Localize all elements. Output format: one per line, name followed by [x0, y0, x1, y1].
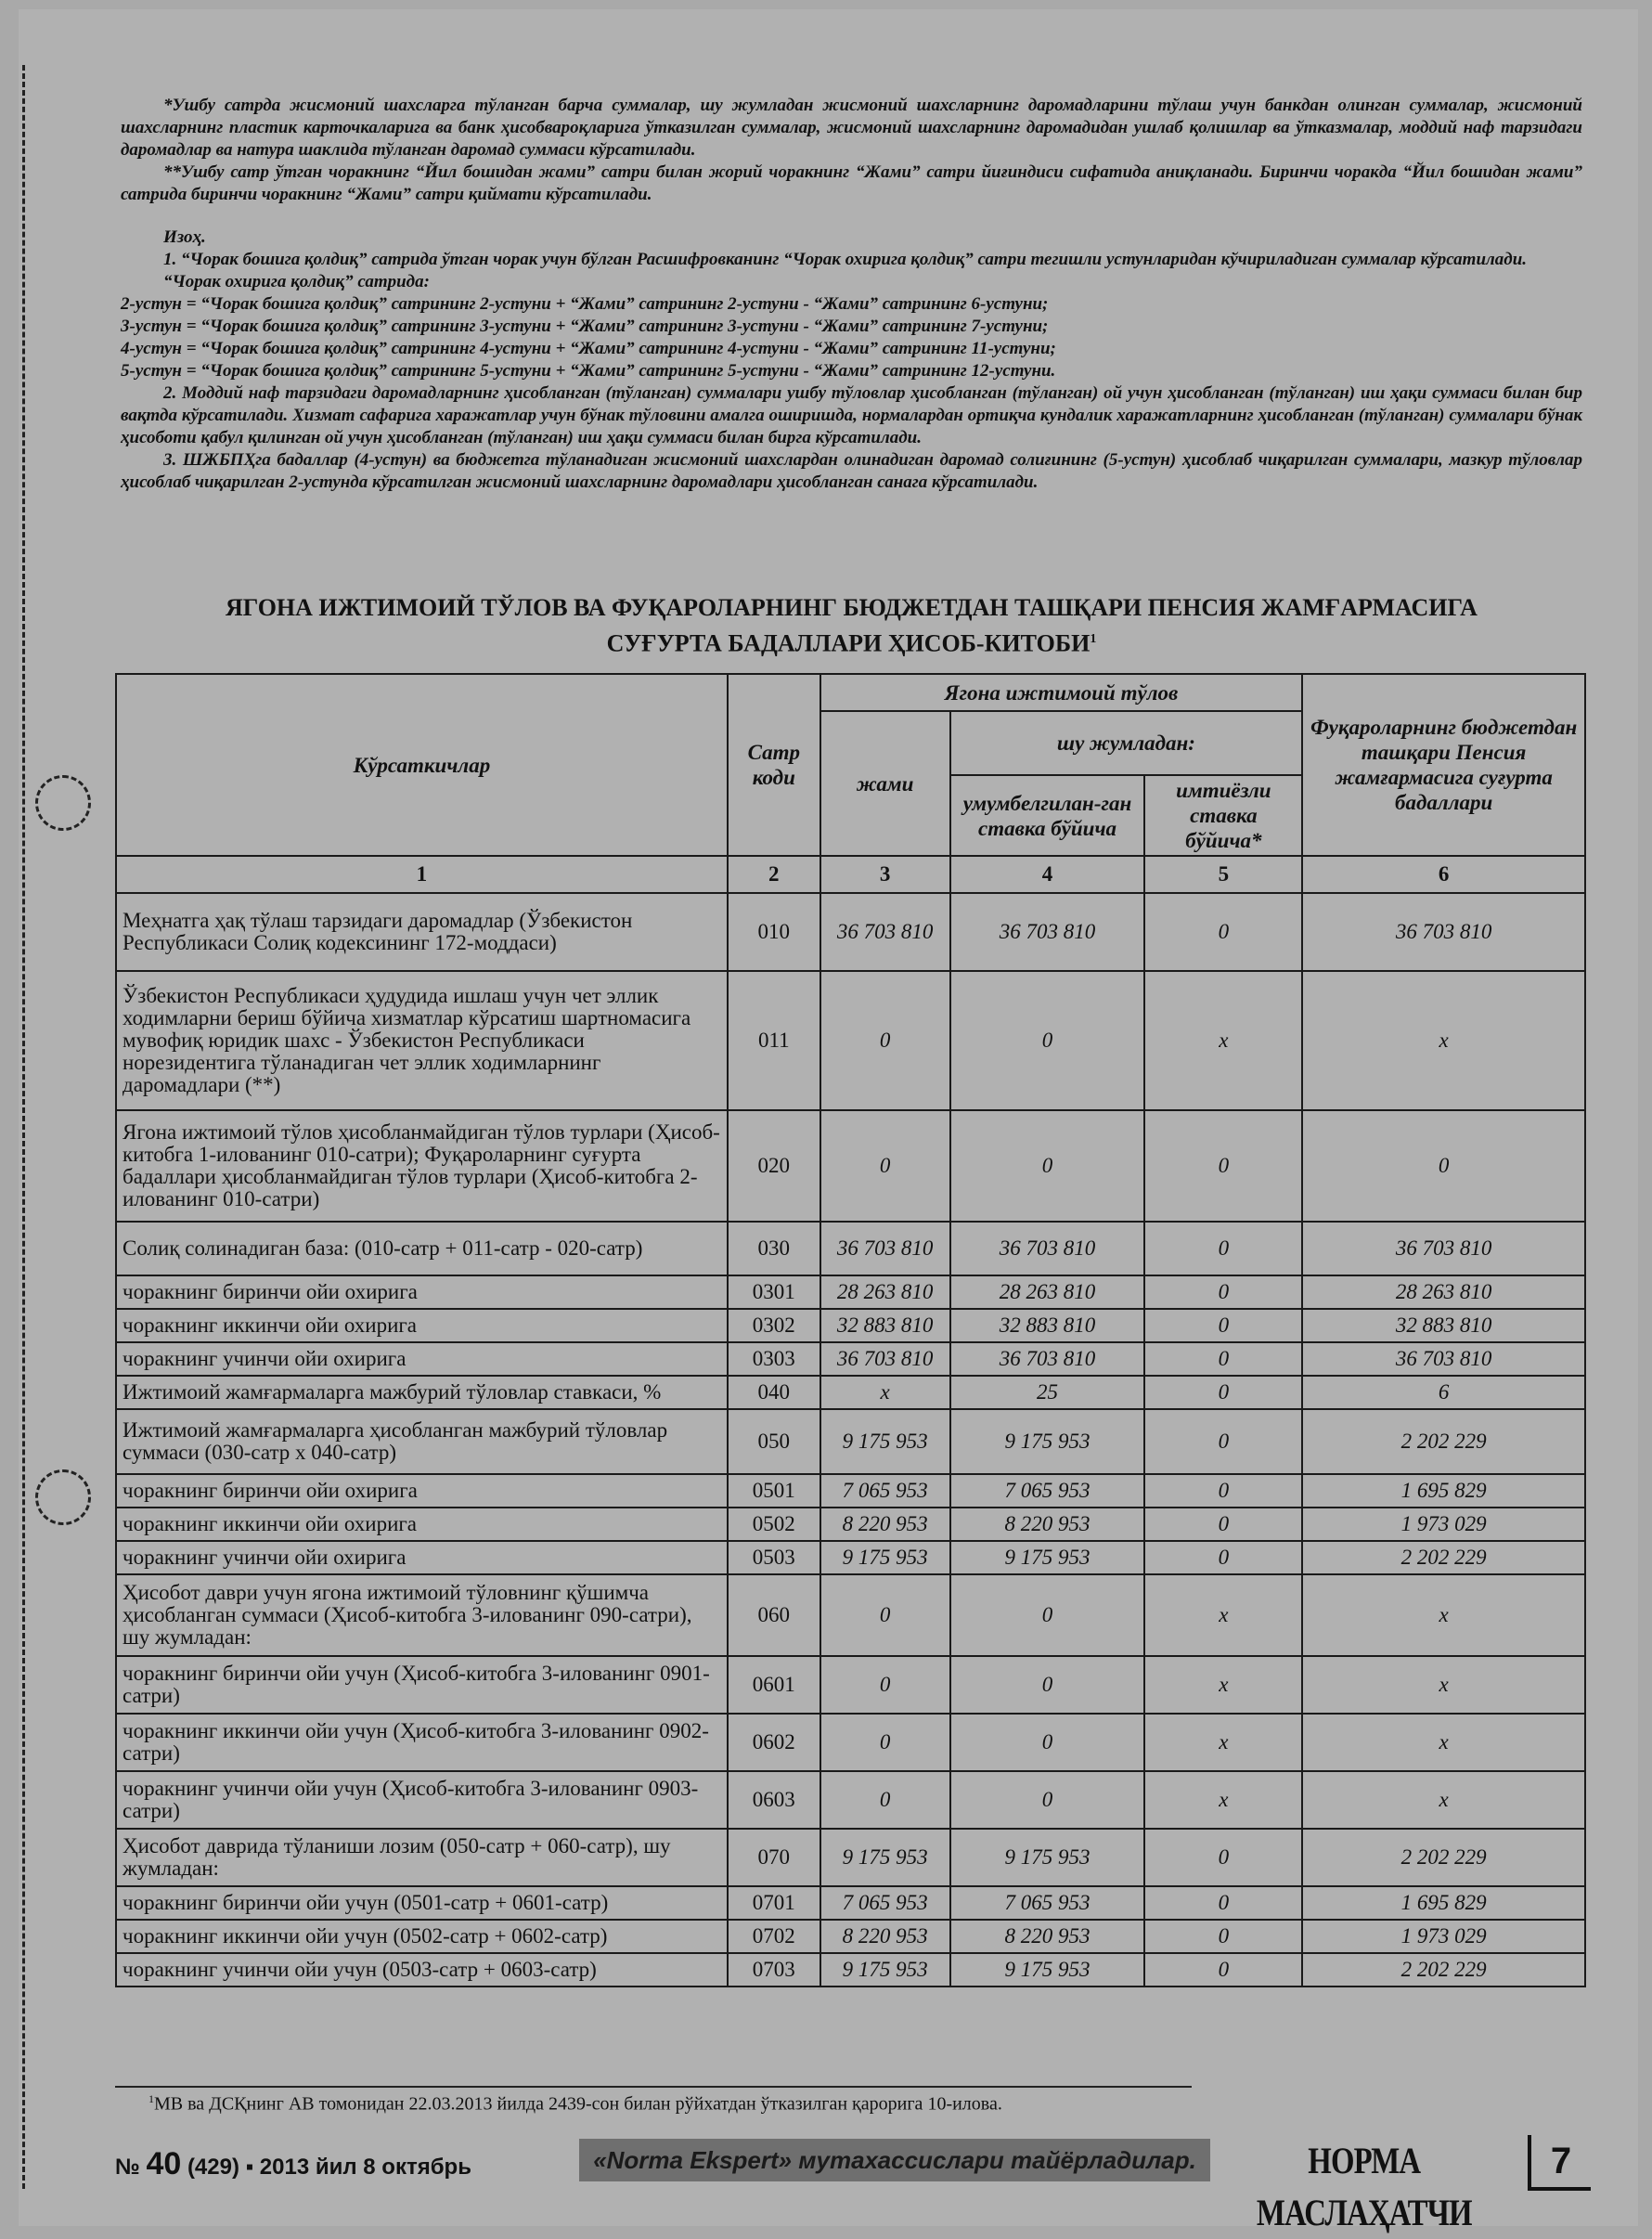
code-cell: 030: [728, 1222, 820, 1275]
table-row: [116, 1886, 1585, 1920]
total-cell: 9 175 953: [820, 1409, 950, 1474]
table-row: [116, 1309, 1585, 1342]
table-row: [116, 1953, 1585, 1987]
total-cell: 8 220 953: [820, 1508, 950, 1541]
column-index: 4: [950, 856, 1145, 893]
table-row: [116, 1574, 1585, 1656]
general-rate-cell: 8 220 953: [950, 1508, 1145, 1541]
note-heading: Изоҳ.: [163, 227, 206, 247]
total-cell: 0: [820, 1771, 950, 1829]
title-footnote-mark: 1: [1090, 632, 1097, 646]
total-cell: 7 065 953: [820, 1886, 950, 1920]
table-row: [116, 1829, 1585, 1886]
table-row: [116, 1275, 1585, 1309]
code-cell: 0301: [728, 1275, 820, 1309]
preferential-rate-cell: x: [1144, 971, 1302, 1110]
code-cell: 060: [728, 1574, 820, 1656]
indicator-cell: Ҳисобот даврида тўланиши лозим (050-сатр + 060-сатр), шу жумладан:: [116, 1829, 728, 1886]
code-cell: 050: [728, 1409, 820, 1474]
header-pension: Фуқароларнинг бюджетдан ташқари Пенсия жамғармасига суғурта бадаллари: [1302, 674, 1585, 856]
table-row: [116, 1222, 1585, 1275]
total-cell: 36 703 810: [820, 1222, 950, 1275]
pension-cell: 36 703 810: [1302, 1222, 1585, 1275]
note-formula: 5-устун = “Чорак бошига қолдиқ” сатрининг 5-устуни + “Жами” сатрининг 5-устуни - “Жами” сатрининг 12-устуни.: [121, 361, 1056, 381]
indicator-cell: чоракнинг учинчи ойи учун (0503-сатр + 0603-сатр): [116, 1953, 728, 1987]
indicator-cell: чоракнинг учинчи ойи учун (Ҳисоб-китобга 3-илованинг 0903-сатри): [116, 1771, 728, 1829]
indicator-cell: Меҳнатга ҳақ тўлаш тарзидаги даромадлар (Ўзбекистон Республикаси Солиқ кодексининг 172-моддаси): [116, 893, 728, 971]
preferential-rate-cell: 0: [1144, 1474, 1302, 1508]
indicator-cell: чоракнинг учинчи ойи охирига: [116, 1541, 728, 1574]
note-item: 1. “Чорак бошига қолдиқ” сатрида ўтган чорак учун бўлган Расшифровканинг “Чорак охирига қолдиқ” сатри тегишли устунларидан кўчириладиган суммалар кўрсатилади.: [163, 250, 1528, 269]
preferential-rate-cell: 0: [1144, 1222, 1302, 1275]
indicator-cell: чоракнинг иккинчи ойи учун (Ҳисоб-китобга 3-илованинг 0902-сатри): [116, 1714, 728, 1771]
general-rate-cell: 0: [950, 1110, 1145, 1222]
table-row: [116, 1409, 1585, 1474]
indicator-cell: Ижтимоий жамғармаларга мажбурий тўловлар ставкаси, %: [116, 1376, 728, 1409]
preferential-rate-cell: 0: [1144, 1508, 1302, 1541]
preferential-rate-cell: 0: [1144, 1376, 1302, 1409]
column-index: 5: [1144, 856, 1302, 893]
indicator-cell: чоракнинг иккинчи ойи охирига: [116, 1309, 728, 1342]
issue-info: № 40 (429) ▪ 2013 йил 8 октябрь: [115, 2146, 471, 2181]
preferential-rate-cell: 0: [1144, 1829, 1302, 1886]
code-cell: 0303: [728, 1342, 820, 1376]
general-rate-cell: 0: [950, 1574, 1145, 1656]
total-cell: 8 220 953: [820, 1920, 950, 1953]
general-rate-cell: 25: [950, 1376, 1145, 1409]
title-line-2: СУҒУРТА БАДАЛЛАРИ ҲИСОБ-КИТОБИ$^1$: [606, 629, 1097, 657]
indicator-cell: Ягона ижтимоий тўлов ҳисобланмайдиган тўлов турлари (Ҳисоб-китобга 1-илованинг 010-сатри); Фуқароларнинг суғурта бадаллари ҳисобланмайдиган тўлов турлари (Ҳисоб-китобга 2-илованинг 010-сатри): [116, 1110, 728, 1222]
pension-cell: 36 703 810: [1302, 893, 1585, 971]
code-cell: 0501: [728, 1474, 820, 1508]
code-cell: 040: [728, 1376, 820, 1409]
table-row: [116, 1474, 1585, 1508]
code-cell: 0502: [728, 1508, 820, 1541]
calculation-table: [115, 673, 1586, 1987]
header-including: шу жумладан:: [950, 711, 1303, 775]
pension-cell: x: [1302, 1714, 1585, 1771]
preferential-rate-cell: x: [1144, 1771, 1302, 1829]
total-cell: 36 703 810: [820, 893, 950, 971]
general-rate-cell: 9 175 953: [950, 1409, 1145, 1474]
code-cell: 0602: [728, 1714, 820, 1771]
footnote-rule: [115, 2086, 1192, 2088]
total-cell: 32 883 810: [820, 1309, 950, 1342]
total-cell: 9 175 953: [820, 1953, 950, 1987]
pension-cell: x: [1302, 971, 1585, 1110]
code-cell: 070: [728, 1829, 820, 1886]
notes-block: [121, 95, 1582, 494]
general-rate-cell: 9 175 953: [950, 1541, 1145, 1574]
header-general-rate: умумбелгилан-ган ставка бўйича: [950, 775, 1145, 856]
note-item: “Чорак охирига қолдиқ” сатрида:: [163, 272, 430, 291]
preferential-rate-cell: 0: [1144, 1886, 1302, 1920]
note-paragraph: *Ушбу сатрда жисмоний шахсларга тўланган барча суммалар, шу жумладан жисмоний шахсларнинг даромадларини тўлаш учун банкдан олинган суммалар, жисмоний шахсларнинг пластик карточкаларига ва банк ҳисобвароқларига ўтказилган суммалар, жисмоний шахсларнинг даромадидан ушлаб қолишлар ва ўтказмалар, моддий наф тарзидаги даромадлар ва натура шаклида тўланган даромад суммаси кўрсатилади.: [121, 96, 1582, 160]
indicator-cell: чоракнинг биринчи ойи учун (0501-сатр + 0601-сатр): [116, 1886, 728, 1920]
code-cell: 0503: [728, 1541, 820, 1574]
publication-logo: НОРМА МАСЛАҲАТЧИ: [1256, 2140, 1472, 2233]
indicator-cell: чоракнинг иккинчи ойи охирига: [116, 1508, 728, 1541]
pension-cell: 1 973 029: [1302, 1508, 1585, 1541]
preferential-rate-cell: 0: [1144, 1409, 1302, 1474]
total-cell: 0: [820, 1656, 950, 1714]
code-cell: 0601: [728, 1656, 820, 1714]
general-rate-cell: 36 703 810: [950, 1342, 1145, 1376]
general-rate-cell: 0: [950, 1656, 1145, 1714]
code-cell: 010: [728, 893, 820, 971]
general-rate-cell: 0: [950, 1714, 1145, 1771]
general-rate-cell: 9 175 953: [950, 1953, 1145, 1987]
note-formula: 3-устун = “Чорак бошига қолдиқ” сатрининг 3-устуни + “Жами” сатрининг 3-устуни - “Жами” сатрининг 7-устуни;: [121, 317, 1049, 336]
pension-cell: x: [1302, 1574, 1585, 1656]
general-rate-cell: 0: [950, 971, 1145, 1110]
indicator-cell: Ҳисобот даври учун ягона ижтимоий тўловнинг қўшимча ҳисобланган суммаси (Ҳисоб-китобга 3-илованинг 090-сатри), шу жумладан:: [116, 1574, 728, 1656]
pension-cell: 0: [1302, 1110, 1585, 1222]
pension-cell: 28 263 810: [1302, 1275, 1585, 1309]
table-row: [116, 893, 1585, 971]
pension-cell: 1 695 829: [1302, 1474, 1585, 1508]
table-row: [116, 1376, 1585, 1409]
binder-hole-mark: [35, 1469, 91, 1525]
total-cell: 9 175 953: [820, 1829, 950, 1886]
document-title: [121, 592, 1582, 660]
general-rate-cell: 36 703 810: [950, 1222, 1145, 1275]
preferential-rate-cell: x: [1144, 1574, 1302, 1656]
preferential-rate-cell: 0: [1144, 1275, 1302, 1309]
pension-cell: 2 202 229: [1302, 1541, 1585, 1574]
footnote: $^1$МВ ва ДСҚнинг АВ томонидан 22.03.2013 йилда 2439-сон билан рўйхатдан ўтказилган қарорига 10-илова.: [148, 2092, 1002, 2115]
pension-cell: 36 703 810: [1302, 1342, 1585, 1376]
table-row: [116, 971, 1585, 1110]
total-cell: 0: [820, 1714, 950, 1771]
code-cell: 011: [728, 971, 820, 1110]
code-cell: 0701: [728, 1886, 820, 1920]
indicator-cell: Ўзбекистон Республикаси ҳудудида ишлаш учун чет эллик ходимларни бериш бўйича хизматлар кўрсатиш шартномасига мувофиқ юридик шахс - Ўзбекистон Республикаси норезидентига тўланадиган чет эллик ходимларнинг даромадлари (**): [116, 971, 728, 1110]
indicator-cell: чоракнинг биринчи ойи охирига: [116, 1474, 728, 1508]
preferential-rate-cell: 0: [1144, 893, 1302, 971]
general-rate-cell: 32 883 810: [950, 1309, 1145, 1342]
total-cell: 36 703 810: [820, 1342, 950, 1376]
indicator-cell: чоракнинг иккинчи ойи учун (0502-сатр + 0602-сатр): [116, 1920, 728, 1953]
pension-cell: 1 973 029: [1302, 1920, 1585, 1953]
pension-cell: 6: [1302, 1376, 1585, 1409]
cut-line: [22, 65, 25, 2189]
newspaper-page: [19, 9, 1638, 2233]
table-row: [116, 1508, 1585, 1541]
total-cell: x: [820, 1376, 950, 1409]
indicator-cell: чоракнинг биринчи ойи учун (Ҳисоб-китобга 3-илованинг 0901-сатри): [116, 1656, 728, 1714]
column-index: 6: [1302, 856, 1585, 893]
table-row: [116, 1656, 1585, 1714]
preferential-rate-cell: x: [1144, 1714, 1302, 1771]
note-paragraph: **Ушбу сатр ўтган чоракнинг “Йил бошидан жами” сатри билан жорий чоракнинг “Жами” сатри йиғиндиси сифатида аниқланади. Биринчи чоракда “Йил бошидан жами” сатрида биринчи чоракнинг “Жами” сатри қиймати кўрсатилади.: [121, 162, 1582, 204]
code-cell: 0702: [728, 1920, 820, 1953]
header-indicators: Кўрсаткичлар: [116, 674, 728, 856]
pension-cell: 2 202 229: [1302, 1409, 1585, 1474]
general-rate-cell: 7 065 953: [950, 1886, 1145, 1920]
code-cell: 0603: [728, 1771, 820, 1829]
code-cell: 0703: [728, 1953, 820, 1987]
pension-cell: 2 202 229: [1302, 1829, 1585, 1886]
total-cell: 0: [820, 971, 950, 1110]
indicator-cell: Солиқ солинадиган база: (010-сатр + 011-сатр - 020-сатр): [116, 1222, 728, 1275]
page-footer: [115, 2135, 1591, 2233]
preferential-rate-cell: 0: [1144, 1342, 1302, 1376]
table-row: [116, 1541, 1585, 1574]
header-total: жами: [820, 711, 950, 856]
pension-cell: x: [1302, 1656, 1585, 1714]
note-formula: 4-устун = “Чорак бошига қолдиқ” сатрининг 4-устуни + “Жами” сатрининг 4-устуни - “Жами” сатрининг 11-устуни;: [121, 339, 1056, 358]
general-rate-cell: 9 175 953: [950, 1829, 1145, 1886]
total-cell: 9 175 953: [820, 1541, 950, 1574]
table-row: [116, 1714, 1585, 1771]
preferential-rate-cell: 0: [1144, 1110, 1302, 1222]
pension-cell: x: [1302, 1771, 1585, 1829]
total-cell: 0: [820, 1574, 950, 1656]
indicator-cell: чоракнинг биринчи ойи охирига: [116, 1275, 728, 1309]
general-rate-cell: 28 263 810: [950, 1275, 1145, 1309]
note-item: 3. ШЖБПҲга бадаллар (4-устун) ва бюджетга тўланадиган жисмоний шахслардан олинадиган даромад солиғининг (5-устун) ҳисоблаб чиқарилган суммалари, мазкур тўловлар ҳисоблаб чиқарилган 2-устунда кўрсатилган жисмоний шахсларнинг даромадлари ҳисобланган санага кўрсатилади.: [121, 450, 1582, 492]
pension-cell: 2 202 229: [1302, 1953, 1585, 1987]
binder-hole-mark: [35, 775, 91, 831]
pension-cell: 32 883 810: [1302, 1309, 1585, 1342]
prepared-by-banner: «Norma Ekspert» мутахассислари тайёрладилар.: [579, 2139, 1210, 2181]
page-number: 7: [1528, 2135, 1591, 2191]
general-rate-cell: 7 065 953: [950, 1474, 1145, 1508]
header-code: Сатр коди: [728, 674, 820, 856]
column-index: 1: [116, 856, 728, 893]
preferential-rate-cell: 0: [1144, 1920, 1302, 1953]
total-cell: 0: [820, 1110, 950, 1222]
table-body: [116, 893, 1585, 1987]
header-single-payment: Ягона ижтимоий тўлов: [820, 674, 1303, 711]
total-cell: 28 263 810: [820, 1275, 950, 1309]
preferential-rate-cell: 0: [1144, 1309, 1302, 1342]
table-row: [116, 1771, 1585, 1829]
note-formula: 2-устун = “Чорак бошига қолдиқ” сатрининг 2-устуни + “Жами” сатрининг 2-устуни - “Жами” сатрининг 6-устуни;: [121, 294, 1049, 314]
table-row: [116, 1110, 1585, 1222]
column-index: 3: [820, 856, 950, 893]
pension-cell: 1 695 829: [1302, 1886, 1585, 1920]
table-row: [116, 1920, 1585, 1953]
preferential-rate-cell: x: [1144, 1656, 1302, 1714]
general-rate-cell: 0: [950, 1771, 1145, 1829]
general-rate-cell: 36 703 810: [950, 893, 1145, 971]
indicator-cell: Ижтимоий жамғармаларга ҳисобланган мажбурий тўловлар суммаси (030-сатр х 040-сатр): [116, 1409, 728, 1474]
title-line: ЯГОНА ИЖТИМОИЙ ТЎЛОВ ВА ФУҚАРОЛАРНИНГ БЮДЖЕТДАН ТАШҚАРИ ПЕНСИЯ ЖАМҒАРМАСИГА: [226, 594, 1478, 621]
column-index-row: [116, 856, 1585, 893]
header-preferential-rate: имтиёзли ставка бўйича*: [1144, 775, 1302, 856]
code-cell: 0302: [728, 1309, 820, 1342]
general-rate-cell: 8 220 953: [950, 1920, 1145, 1953]
table-row: [116, 1342, 1585, 1376]
code-cell: 020: [728, 1110, 820, 1222]
total-cell: 7 065 953: [820, 1474, 950, 1508]
column-index: 2: [728, 856, 820, 893]
note-item: 2. Моддий наф тарзидаги даромадларнинг ҳисобланган (тўланган) суммалари ушбу тўловлар ҳисобланган (тўланган) ой учун ҳисобланган (тўланган) иш ҳақи суммаси билан бир вақтда кўрсатилади. Хизмат сафарига харажатлар учун бўнак тўловини амалга оширишда, нормалардан ортиқча кундалик харажатларнинг ҳисобланган (тўланган) суммалари бўнак ҳисоботи қабул қилинган ой учун ҳисобланган (тўланган) иш ҳақи суммаси билан бирга кўрсатилади.: [121, 383, 1582, 447]
preferential-rate-cell: 0: [1144, 1953, 1302, 1987]
indicator-cell: чоракнинг учинчи ойи охирига: [116, 1342, 728, 1376]
preferential-rate-cell: 0: [1144, 1541, 1302, 1574]
